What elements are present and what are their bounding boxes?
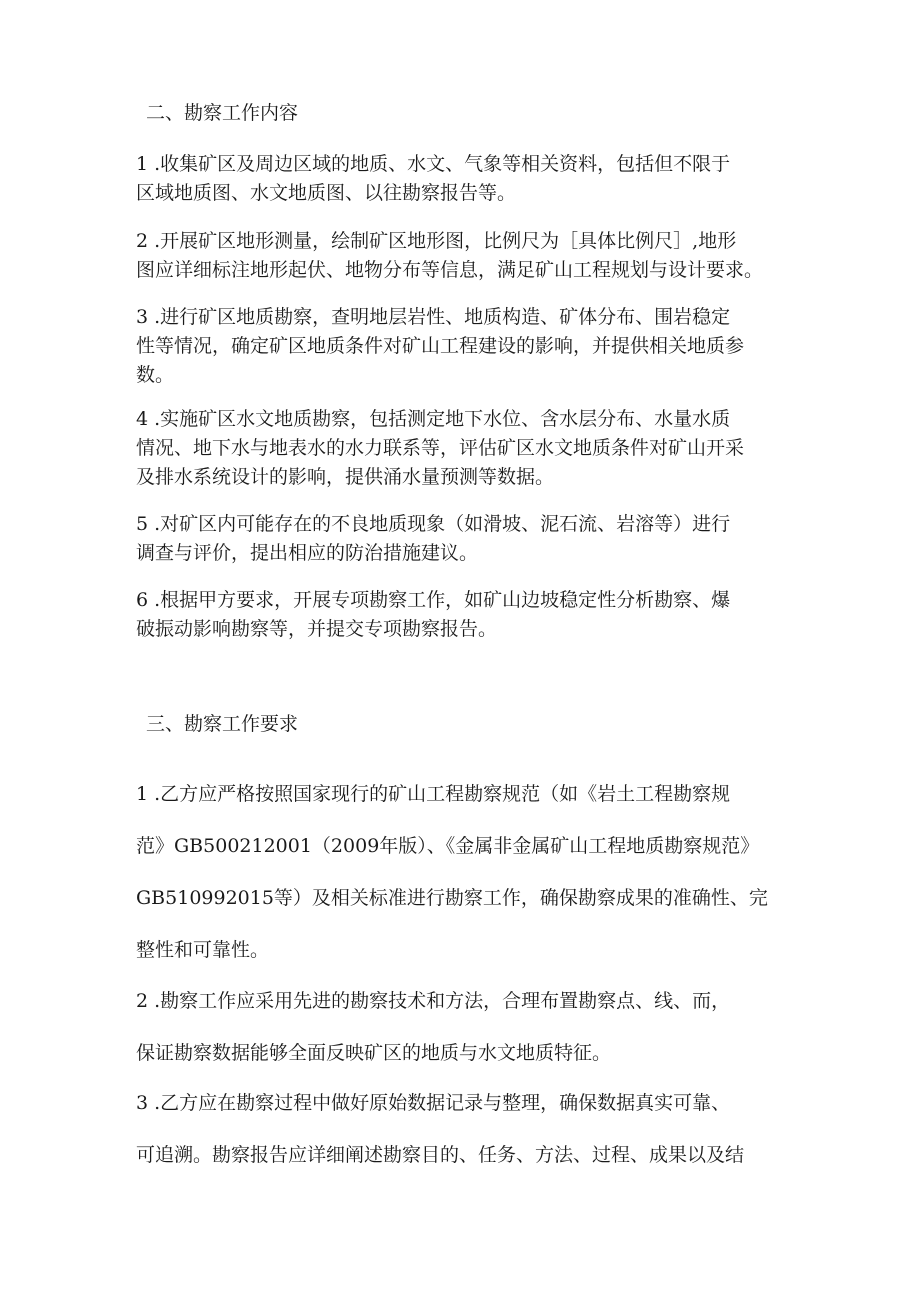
text-line: 保证勘察数据能够全面反映矿区的地质与水文地质特征。 — [136, 1042, 612, 1064]
list-item — [136, 303, 796, 390]
text-line: 3 .乙方应在勘察过程中做好原始数据记录与整理，确保数据真实可靠、 — [136, 1092, 731, 1114]
text-line: 3 .进行矿区地质勘察，查明地层岩性、地质构造、矿体分布、围岩稳定 — [136, 306, 731, 328]
list-item — [136, 586, 796, 644]
text-line: 情况、地下水与地表水的水力联系等，评估矿区水文地质条件对矿山开采 — [136, 437, 745, 459]
text-line: 数。 — [136, 364, 175, 386]
text-line: 区域地质图、水文地质图、以往勘察报告等。 — [136, 182, 517, 204]
text-line: 性等情况，确定矿区地质条件对矿山工程建设的影响，并提供相关地质参 — [136, 335, 745, 357]
list-item — [136, 1077, 796, 1181]
text-line: 破振动影响勘察等，并提交专项勘察报告。 — [136, 618, 498, 640]
text-line: GB510992015等）及相关标准进行勘察工作，确保勘察成果的准确性、完 — [136, 887, 768, 909]
text-line: 1 .收集矿区及周边区域的地质、水文、气象等相关资料，包括但不限于 — [136, 153, 731, 175]
text-line: 图应详细标注地形起伏、地物分布等信息，满足矿山工程规划与设计要求。 — [136, 259, 764, 281]
list-item — [136, 227, 796, 285]
text-line: 5 .对矿区内可能存在的不良地质现象（如滑坡、泥石流、岩溶等）进行 — [136, 513, 731, 535]
list-item — [136, 510, 796, 568]
text-line: 范》GB500212001（2009年版）、《金属非金属矿山工程地质勘察规范》 — [136, 835, 760, 857]
text-line: 1 .乙方应严格按照国家现行的矿山工程勘察规范（如《岩土工程勘察规 — [136, 783, 731, 805]
text-line: 4 .实施矿区水文地质勘察，包括测定地下水位、含水层分布、水量水质 — [136, 408, 731, 430]
text-line: 调查与评价，提出相应的防治措施建议。 — [136, 542, 479, 564]
text-line: 整性和可靠性。 — [136, 939, 270, 961]
text-line: 6 .根据甲方要求，开展专项勘察工作，如矿山边坡稳定性分析勘察、爆 — [136, 589, 731, 611]
text-line: 2 .勘察工作应采用先进的勘察技术和方法，合理布置勘察点、线、而， — [136, 990, 731, 1012]
list-item — [136, 150, 796, 208]
text-line: 可追溯。勘察报告应详细阐述勘察目的、任务、方法、过程、成果以及结 — [136, 1144, 745, 1166]
section-heading-survey-content: 二、勘察工作内容 — [146, 102, 299, 124]
list-item — [136, 975, 796, 1079]
list-item — [136, 768, 796, 976]
text-line: 2 .开展矿区地形测量，绘制矿区地形图，比例尺为［具体比例尺］,地形 — [136, 230, 737, 252]
section-heading-survey-requirements: 三、勘察工作要求 — [146, 713, 299, 735]
list-item — [136, 405, 796, 492]
text-line: 及排水系统设计的影响，提供涌水量预测等数据。 — [136, 466, 555, 488]
